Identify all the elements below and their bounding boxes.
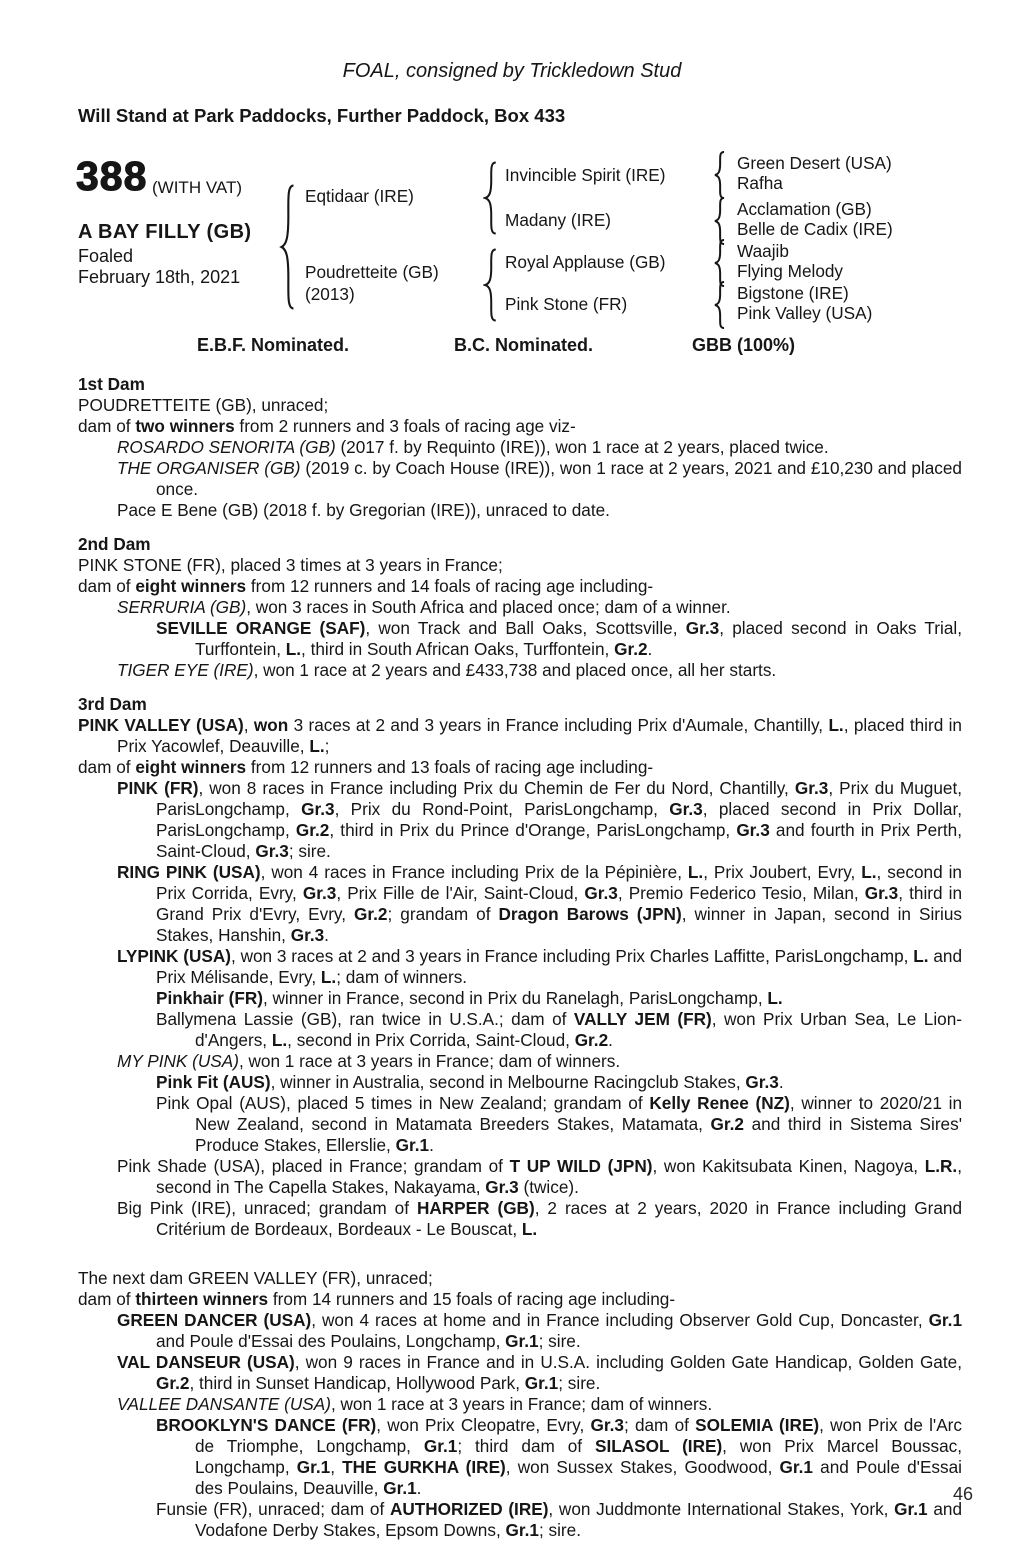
catalogue-paragraph <box>78 1499 962 1541</box>
text-segment: dam of <box>78 1289 136 1309</box>
text-segment: L. <box>767 988 783 1008</box>
text-segment: VALLY JEM (FR) <box>573 1009 712 1029</box>
text-segment: Gr.1 <box>423 1436 458 1456</box>
text-segment: two winners <box>135 416 235 436</box>
dam-section <box>78 534 962 681</box>
text-segment: , won Prix Marcel Boussac, Longchamp, <box>195 1436 962 1477</box>
catalogue-paragraph <box>78 1093 962 1156</box>
pedigree-great-grandparent: Waajib <box>737 241 789 261</box>
text-segment: LYPINK (USA) <box>117 946 231 966</box>
text-segment: , won 1 race at 3 years in France; dam of winners. <box>330 1394 713 1414</box>
text-segment: ; sire. <box>538 1520 581 1540</box>
text-segment: POUDRETTEITE (GB), unraced; <box>78 395 329 415</box>
text-segment: Gr.2 <box>156 1373 190 1393</box>
catalogue-paragraph <box>78 576 962 597</box>
catalogue-paragraph <box>78 988 962 1009</box>
text-segment: Gr.2 <box>710 1114 744 1134</box>
catalogue-paragraph <box>78 1009 962 1051</box>
text-segment: Pace E Bene (GB) (2018 f. by Gregorian (IRE)), unraced to date. <box>117 500 610 520</box>
text-segment: Gr.3 <box>290 925 325 945</box>
text-segment: Gr.3 <box>685 618 720 638</box>
catalogue-paragraph <box>78 597 962 618</box>
text-segment: , <box>330 1457 343 1477</box>
text-segment: Gr.3 <box>485 1177 519 1197</box>
catalogue-paragraph <box>78 1072 962 1093</box>
horse-name: A BAY FILLY (GB) <box>78 221 252 243</box>
text-segment: , won Kakitsubata Kinen, Nagoya, <box>652 1156 925 1176</box>
text-segment: Gr.1 <box>524 1373 559 1393</box>
text-segment: from 14 runners and 15 foals of racing age including- <box>268 1289 676 1309</box>
text-segment: Big Pink (IRE), unraced; grandam of <box>117 1198 417 1218</box>
pedigree-great-grandparent: Belle de Cadix (IRE) <box>737 219 893 239</box>
text-segment: , third in Sunset Handicap, Hollywood Park, <box>189 1373 525 1393</box>
text-segment: Pink Shade (USA), placed in France; grandam of <box>117 1156 510 1176</box>
text-segment: Gr.3 <box>301 799 335 819</box>
text-segment: , winner in Australia, second in Melbourne Racingclub Stakes, <box>270 1072 746 1092</box>
text-segment: Gr.3 <box>255 841 289 861</box>
text-segment: and Poule d'Essai des Poulains, Deauville, <box>195 1457 962 1498</box>
text-segment: SOLEMIA (IRE) <box>695 1415 820 1435</box>
foaled-label: Foaled <box>78 246 134 266</box>
text-segment: Funsie (FR), unraced; dam of <box>156 1499 390 1519</box>
text-segment: THE ORGANISER (GB) <box>117 458 301 478</box>
text-segment: , second in The Capella Stakes, Nakayama, <box>156 1156 962 1197</box>
catalogue-paragraph <box>78 1394 962 1415</box>
text-segment: dam of <box>78 576 136 596</box>
text-segment: Gr.2 <box>295 820 330 840</box>
dam-section <box>78 374 962 521</box>
catalogue-paragraph <box>78 862 962 946</box>
text-segment: . <box>647 639 653 659</box>
text-segment: won <box>253 715 289 735</box>
pedigree-great-grandparent: Flying Melody <box>737 261 844 281</box>
text-segment: Gr.1 <box>894 1499 928 1519</box>
catalogue-paragraph <box>78 1051 962 1072</box>
catalogue-paragraph <box>78 1289 962 1310</box>
text-segment: , placed second in Prix Dollar, ParisLongchamp, <box>156 799 962 840</box>
text-segment: . <box>324 925 329 945</box>
text-segment: and fourth in Prix Perth, Saint-Cloud, <box>156 820 962 861</box>
text-segment: PINK VALLEY (USA) <box>78 715 244 735</box>
text-segment: L. <box>861 862 877 882</box>
text-segment: , won 3 races at 2 and 3 years in France including Prix Charles Laffitte, ParisLongchamp, <box>231 946 914 966</box>
catalogue-paragraph <box>78 500 962 521</box>
text-segment: dam of <box>78 757 136 777</box>
catalogue-paragraph <box>78 757 962 778</box>
text-segment: and Prix Mélisande, Evry, <box>156 946 963 987</box>
text-segment: , won Track and Ball Oaks, Scottsville, <box>365 618 686 638</box>
text-segment: ; sire. <box>558 1373 601 1393</box>
text-segment: , Prix du Muguet, ParisLongchamp, <box>156 778 963 819</box>
pedigree-dam-sire: Royal Applause (GB) <box>505 252 666 272</box>
text-segment: thirteen winners <box>135 1289 269 1309</box>
text-segment: Pink Fit (AUS) <box>156 1072 271 1092</box>
text-segment: Pink Opal (AUS), placed 5 times in New Zealand; grandam of <box>156 1093 650 1113</box>
pedigree-great-grandparent: Green Desert (USA) <box>737 153 892 173</box>
text-segment: THE GURKHA (IRE) <box>342 1457 506 1477</box>
text-segment: and Poule d'Essai des Poulains, Longchamp, <box>156 1331 506 1351</box>
text-segment: L. <box>913 946 929 966</box>
text-segment: Gr.1 <box>928 1310 963 1330</box>
pedigree-sire-sire: Invincible Spirit (IRE) <box>505 165 666 185</box>
text-segment: SEVILLE ORANGE (SAF) <box>156 618 366 638</box>
text-segment: Gr.2 <box>614 639 648 659</box>
text-segment: L. <box>828 715 844 735</box>
text-segment: Kelly Renee (NZ) <box>649 1093 790 1113</box>
text-segment: L. <box>320 967 337 987</box>
text-segment: ; grandam of <box>387 904 499 924</box>
pedigree-dam-dam: Pink Stone (FR) <box>505 294 628 314</box>
text-segment: , won Prix de l'Arc de Triomphe, Longchamp, <box>195 1415 962 1456</box>
text-segment: L. <box>309 736 325 756</box>
text-segment: from 12 runners and 13 foals of racing age including- <box>246 757 654 777</box>
text-segment: , winner to 2020/21 in New Zealand, second in Matamata Breeders Stakes, Matamata, <box>195 1093 963 1134</box>
text-segment: ; dam of <box>623 1415 696 1435</box>
text-segment: Gr.1 <box>779 1457 813 1477</box>
dam-section-heading: 2nd Dam <box>78 534 151 554</box>
catalogue-paragraph <box>78 458 962 500</box>
page-title: FOAL, consigned by Trickledown Stud <box>342 60 682 82</box>
catalogue-paragraph <box>78 1156 962 1198</box>
text-segment: . <box>778 1072 784 1092</box>
pedigree-dam: Poudretteite (GB) <box>305 262 439 282</box>
text-segment: , won 1 race at 2 years and £433,738 and placed once, all her starts. <box>253 660 777 680</box>
text-segment: ; third dam of <box>457 1436 595 1456</box>
dam-section-heading: 3rd Dam <box>78 694 147 714</box>
catalogue-paragraph <box>78 416 962 437</box>
catalogue-paragraph <box>78 1198 962 1240</box>
text-segment: and third in Sistema Sires' Produce Stakes, Ellerslie, <box>195 1114 962 1155</box>
text-segment: L.R. <box>924 1156 958 1176</box>
text-segment: , won 1 race at 3 years in France; dam of winners. <box>238 1051 621 1071</box>
text-segment: , won 8 races in France including Prix du Chemin de Fer du Nord, Chantilly, <box>198 778 795 798</box>
text-segment: Gr.1 <box>395 1135 430 1155</box>
pedigree-great-grandparent: Acclamation (GB) <box>737 199 872 219</box>
text-segment: RING PINK (USA) <box>117 862 261 882</box>
ebf-nominated-label: E.B.F. Nominated. <box>197 335 350 355</box>
text-segment: HARPER (GB) <box>416 1198 535 1218</box>
pedigree-sire-dam: Madany (IRE) <box>505 210 612 230</box>
pedigree-sire: Eqtidaar (IRE) <box>305 186 414 206</box>
text-segment: SERRURIA (GB) <box>117 597 247 617</box>
catalogue-paragraph <box>78 660 962 681</box>
text-segment: Gr.3 <box>745 1072 779 1092</box>
text-segment: , won Prix Urban Sea, Le Lion-d'Angers, <box>195 1009 962 1050</box>
catalogue-paragraph <box>78 1352 962 1394</box>
catalogue-paragraph <box>78 1415 962 1499</box>
text-segment: , 2 races at 2 years, 2020 in France including Grand Critérium de Bordeaux, Bordeaux - Le Bouscat, <box>156 1198 963 1239</box>
catalogue-paragraph <box>78 946 962 988</box>
catalogue-paragraph <box>78 437 962 458</box>
text-segment: Gr.1 <box>296 1457 331 1477</box>
text-segment: dam of <box>78 416 136 436</box>
text-segment: (2017 f. by Requinto (IRE)), won 1 race at 2 years, placed twice. <box>335 437 829 457</box>
text-segment: VAL DANSEUR (USA) <box>117 1352 295 1372</box>
text-segment: Ballymena Lassie (GB), ran twice in U.S.A.; dam of <box>156 1009 574 1029</box>
text-segment: , Prix du Rond-Point, ParisLongchamp, <box>334 799 670 819</box>
text-segment: , won Juddmonte International Stakes, York, <box>548 1499 895 1519</box>
catalogue-paragraph <box>78 555 962 576</box>
text-segment: L. <box>271 1030 288 1050</box>
text-segment: , won Sussex Stakes, Goodwood, <box>505 1457 780 1477</box>
text-segment: Gr.1 <box>505 1331 539 1351</box>
dam-section <box>78 694 962 1240</box>
text-segment: Gr.3 <box>794 778 829 798</box>
text-segment: , placed second in Oaks Trial, Turffontein, <box>195 618 962 659</box>
text-segment: , Prix Joubert, Evry, <box>703 862 862 882</box>
text-segment: Gr.1 <box>505 1520 539 1540</box>
text-segment: (twice). <box>518 1177 579 1197</box>
bc-nominated-label: B.C. Nominated. <box>454 335 594 355</box>
text-segment: , won 4 races in France including Prix de la Pépinière, <box>260 862 688 882</box>
gbb-label: GBB (100%) <box>692 335 796 355</box>
text-segment: MY PINK (USA) <box>117 1051 239 1071</box>
text-segment: TIGER EYE (IRE) <box>117 660 254 680</box>
catalogue-paragraph <box>78 1268 962 1289</box>
dam-section-heading: 1st Dam <box>78 374 145 394</box>
text-segment: ; <box>324 736 330 756</box>
text-segment: T UP WILD (JPN) <box>509 1156 653 1176</box>
text-segment: , won 4 races at home and in France including Observer Gold Cup, Doncaster, <box>311 1310 929 1330</box>
text-segment: . <box>429 1135 434 1155</box>
text-segment: Gr.3 <box>584 883 618 903</box>
text-segment: AUTHORIZED (IRE) <box>389 1499 549 1519</box>
pedigree-great-grandparent: Bigstone (IRE) <box>737 283 849 303</box>
text-segment: VALLEE DANSANTE (USA) <box>117 1394 331 1414</box>
text-segment: Gr.3 <box>590 1415 624 1435</box>
page-number: 46 <box>953 1484 974 1504</box>
text-segment: , winner in France, second in Prix du Ranelagh, ParisLongchamp, <box>262 988 768 1008</box>
pedigree-dam-year: (2013) <box>305 284 355 304</box>
text-segment: Gr.3 <box>864 883 899 903</box>
text-segment: The next dam GREEN VALLEY (FR), unraced; <box>78 1268 433 1288</box>
text-segment: , third in Prix du Prince d'Orange, ParisLongchamp, <box>329 820 737 840</box>
catalogue-paragraph <box>78 395 962 416</box>
text-segment: ; dam of winners. <box>336 967 468 987</box>
stand-location-line: Will Stand at Park Paddocks, Further Paddock, Box 433 <box>78 105 566 126</box>
text-segment: L. <box>521 1219 538 1239</box>
text-segment: ; sire. <box>538 1331 581 1351</box>
text-segment: ; sire. <box>288 841 331 861</box>
text-segment: L. <box>285 639 302 659</box>
text-segment: . <box>608 1030 613 1050</box>
text-segment: Gr.3 <box>669 799 703 819</box>
text-segment: , won 3 races in South Africa and placed once; dam of a winner. <box>246 597 731 617</box>
text-segment: 3 races at 2 and 3 years in France including Prix d'Aumale, Chantilly, <box>288 715 829 735</box>
text-segment: , <box>243 715 254 735</box>
text-segment: eight winners <box>135 757 247 777</box>
text-segment: from 12 runners and 14 foals of racing age including- <box>246 576 654 596</box>
text-segment: Pinkhair (FR) <box>156 988 263 1008</box>
catalogue-paragraph <box>78 618 962 660</box>
text-segment: SILASOL (IRE) <box>594 1436 723 1456</box>
text-segment: , winner in Japan, second in Sirius Stakes, Hanshin, <box>156 904 962 945</box>
text-segment: , won Prix Cleopatre, Evry, <box>376 1415 591 1435</box>
text-segment: and Vodafone Derby Stakes, Epsom Downs, <box>195 1499 963 1540</box>
lot-number: 388 <box>76 153 148 199</box>
text-segment: Gr.2 <box>354 904 388 924</box>
text-segment: eight winners <box>135 576 247 596</box>
text-segment: Gr.3 <box>302 883 337 903</box>
text-segment: , Prix Fille de l'Air, Saint-Cloud, <box>336 883 585 903</box>
text-segment: Gr.3 <box>736 820 770 840</box>
text-segment: L. <box>687 862 704 882</box>
text-segment: GREEN DANCER (USA) <box>117 1310 312 1330</box>
text-segment: BROOKLYN'S DANCE (FR) <box>156 1415 377 1435</box>
text-segment: from 2 runners and 3 foals of racing age viz- <box>234 416 576 436</box>
text-segment: , third in Grand Prix d'Evry, Evry, <box>156 883 963 924</box>
text-segment: , Premio Federico Tesio, Milan, <box>617 883 865 903</box>
vat-note: (WITH VAT) <box>152 178 243 197</box>
text-segment: , second in Prix Corrida, Evry, <box>156 862 962 903</box>
text-segment: Gr.2 <box>574 1030 609 1050</box>
text-segment: , second in Prix Corrida, Saint-Cloud, <box>287 1030 575 1050</box>
text-segment: PINK (FR) <box>117 778 199 798</box>
text-segment: ROSARDO SENORITA (GB) <box>117 437 336 457</box>
text-segment: . <box>416 1478 422 1498</box>
text-segment: Dragon Barows (JPN) <box>498 904 682 924</box>
text-segment: PINK STONE (FR), placed 3 times at 3 years in France; <box>78 555 503 575</box>
pedigree-great-grandparent: Rafha <box>737 173 783 193</box>
text-segment: , placed third in Prix Yacowlef, Deauville, <box>117 715 962 756</box>
text-segment: , third in South African Oaks, Turffontein, <box>301 639 615 659</box>
catalogue-paragraph <box>78 1310 962 1352</box>
text-segment: , won 9 races in France and in U.S.A. including Golden Gate Handicap, Golden Gate, <box>294 1352 962 1372</box>
foaled-date: February 18th, 2021 <box>78 267 241 287</box>
catalogue-paragraph <box>78 778 962 862</box>
catalogue-paragraph <box>78 715 962 757</box>
text-segment: (2019 c. by Coach House (IRE)), won 1 race at 2 years, 2021 and £10,230 and placed once. <box>156 458 962 499</box>
pedigree-great-grandparent: Pink Valley (USA) <box>737 303 873 323</box>
text-segment: Gr.1 <box>383 1478 417 1498</box>
dam-section <box>78 1268 962 1541</box>
